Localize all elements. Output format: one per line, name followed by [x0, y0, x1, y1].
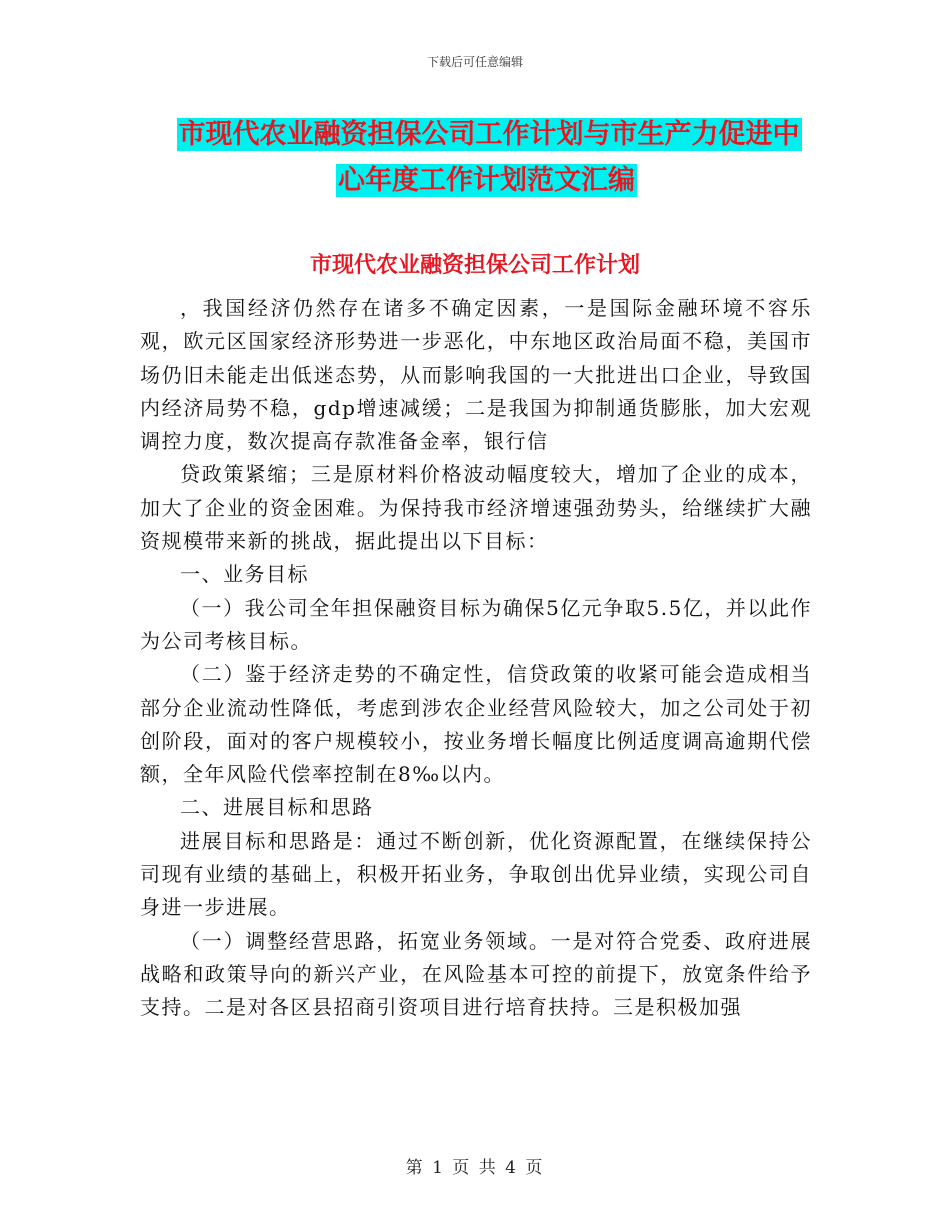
paragraph: （二）鉴于经济走势的不确定性，信贷政策的收紧可能会造成相当部分企业流动性降低，考虑到涉农企业经营风险较大，加之公司处于初创阶段，面对的客户规模较小，按业务增长幅度比例适度调高逾期代偿额，全年风险代偿率控制在8‰以内。: [140, 662, 812, 787]
paragraph: 进展目标和思路是：通过不断创新，优化资源配置，在继续保持公司现有业绩的基础上，积极开拓业务，争取创出优异业绩，实现公司自身进一步进展。: [140, 828, 812, 920]
heading-business-goals: 一、业务目标: [180, 562, 309, 587]
paragraph: 贷政策紧缩；三是原材料价格波动幅度较大，增加了企业的成本，加大了企业的资金困难。为保持我市经济增速强劲势头，给继续扩大融资规模带来新的挑战，据此提出以下目标：: [140, 462, 812, 554]
paragraph: （一）我公司全年担保融资目标为确保5亿元争取5.5亿，并以此作为公司考核目标。: [140, 595, 812, 653]
page-number-footer: 第 1 页 共 4 页: [405, 1158, 545, 1178]
document-title: [0, 112, 950, 204]
document-title-line-2: 心年度工作计划范文汇编: [338, 165, 635, 196]
document-title-line-1: 市现代农业融资担保公司工作计划与市生产力促进中: [178, 119, 800, 150]
section-title: 市现代农业融资担保公司工作计划: [309, 253, 640, 278]
paragraph: （一）调整经营思路，拓宽业务领域。一是对符合党委、政府进展战略和政策导向的新兴产业，在风险基本可控的前提下，放宽条件给予支持。二是对各区县招商引资项目进行培育扶持。三是积极加强: [140, 928, 812, 1020]
paragraph: ，我国经济仍然存在诸多不确定因素，一是国际金融环境不容乐观，欧元区国家经济形势进一步恶化，中东地区政治局面不稳，美国市场仍旧未能走出低迷态势，从而影响我国的一大批进出口企业，导致国内经济局势不稳，gdp增速减缓；二是我国为抑制通货膨胀，加大宏观调控力度，数次提高存款准备金率，银行信: [140, 296, 812, 454]
body-text: [140, 292, 812, 1025]
heading-goals-and-approach: 二、进展目标和思路: [180, 795, 374, 820]
header-note: 下载后可任意编辑: [426, 55, 523, 69]
